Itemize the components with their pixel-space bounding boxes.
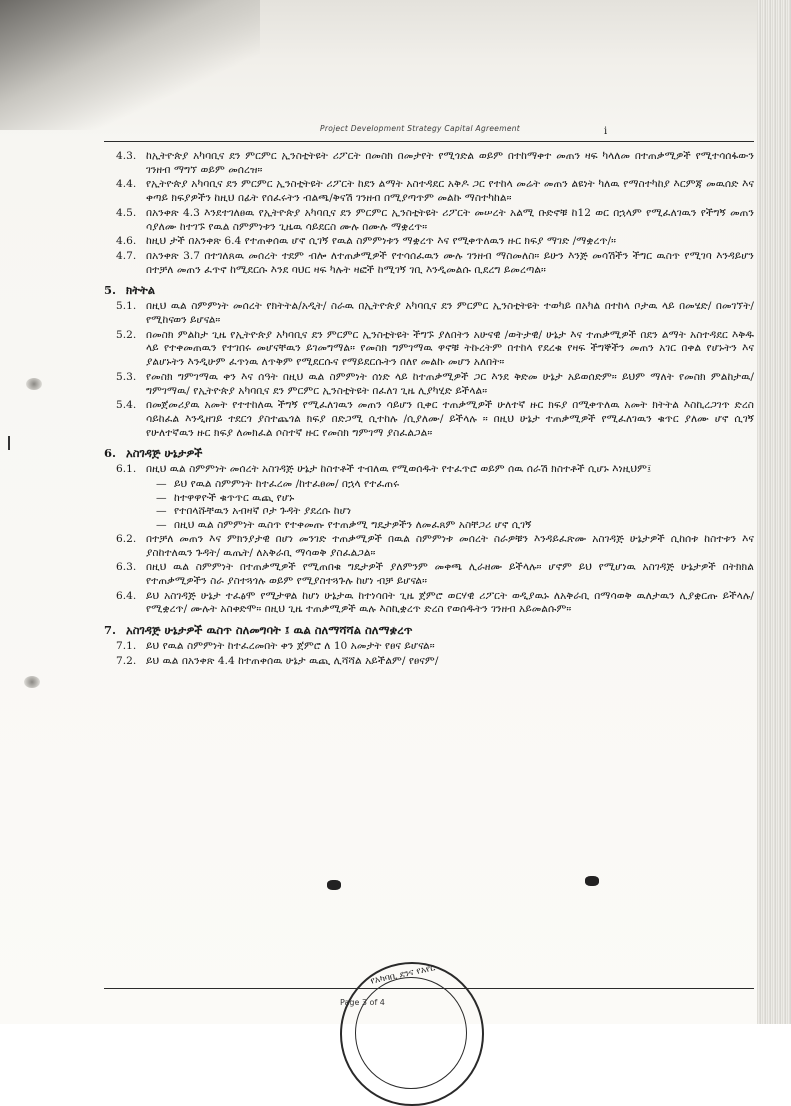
clause-text: ከዚህ ታች በአንቀጽ 6.4 የተጠቀሰዉ ሆኖ ሲገኝ የዉል ስምምነቱን ማቋረጥ እና የሚቀጥለዉን ዙር ክፍያ ማገድ /ማቋረጥ/። [146, 235, 617, 248]
clause-number: 6.1. [116, 463, 137, 476]
clause-number: 7.2. [116, 654, 137, 667]
clause-text: ከኢትዮጵያ አካባቢና ደን ምርምር ኢንስቲትዩት ሪፖርት በመስክ በመታየት የሚጎድል ወይም በተከማቀተ መጠን ዛፍ ካላለመ በተጠቃሚዎች የሚተሳሰፋውን ገንዘብ ማግኘ ወይም መሰረዝ። [146, 150, 754, 176]
section-number: 5. [104, 283, 117, 298]
clause-number: 6.4. [116, 589, 137, 602]
clause-text: በአንቀጽ 4.3 እንደተገለፀዉ የኢትዮጵያ አካባቢና ደን ምርምር ኢንስቲትዩት ሪፖርት መሠረት አልሚ ቡድኖቹ ከ12 ወር በኋላም የሚፈለገዉን የችግኝ መጠን ሳያለሙ ከተገኙ የዉል ስምምነቱን ጊዜዉ ሳይደርስ ሙሉ በሙሉ ማቋረጥ። [146, 206, 754, 233]
section-title: ክትትል [126, 283, 156, 298]
punch-hole-mark [26, 378, 42, 390]
ink-blot-mark [327, 880, 341, 890]
clause-item [104, 150, 754, 177]
bullet-text: በዚህ ዉል ስምምነት ዉስጥ የተቀመጡ የተጠቃሚ ግዴታዎችን ለመፈጸም አስቸጋሪ ሆኖ ሲገኝ [174, 519, 532, 532]
clause-number: 5.4. [116, 399, 137, 412]
section-heading [104, 282, 754, 298]
official-stamp-inner-ring [355, 977, 467, 1089]
bullet-dash: — [156, 478, 167, 491]
top-mark: i [604, 126, 608, 137]
clause-number: 4.3. [116, 150, 137, 162]
section-number: 7. [104, 623, 117, 638]
section-heading [104, 622, 754, 638]
bullet-text: የተበላሹቸዉን አብዛኛ ቦታ ጉዳት ያደረሱ ከሆነ [174, 505, 352, 518]
page-number: Page 3 of 4 [340, 998, 385, 1007]
clause-text: በመስክ ምልከታ ጊዜ የኢትዮጵያ አካባቢና ደን ምርምር ኢንስቲትዩት ችግኙ ያለበትን አሁናዊ /ወትታዊ/ ሁኔታ እና ተጠቃሚዎች በደን ልማት አስተዳደር እቅዱ ላይ የተቀመጠዉን የተገበሩ መሆናቸዉን ይገመግማል። የመስክ ግምገማዉ ዋኖቹ ትኩረትም በተከላ የደረቁ የዛፍ ችግኞችን መጠን አገር በቀል የሆኑትን እና ያልሆኑትን እንዲሁም ፈጥነዉ ለጥቅም የሚደርሱና የማይደርሱትን በለየ መልኩ መሆን አለበት። [146, 328, 754, 369]
bullet-item [104, 492, 754, 506]
clause-text: የመስክ ግምገማዉ ቀን እና ሰዓት በዚህ ዉል ስምምነት ሰነድ ላይ ከተጠቃሚዎች ጋር እንደ ቅድመ ሁኔታ አይወሰድም። ይህም ማለት የመስክ ምልከታዉ/ ግምገማዉ/ የኢትዮጵያ አካባቢና ደን ምርምር ኢንስቲትዩት በፈለገ ጊዜ ሊያካሂድ ይችላል። [146, 370, 754, 397]
clause-number: 6.2. [116, 532, 137, 545]
clause-number: 4.4. [116, 178, 137, 191]
clause-item [104, 300, 754, 327]
clause-item [104, 640, 754, 654]
bullet-text: ይህ የዉል ስምምነት ከተፈረመ /ከተፈፀመ/ በኋላ የተፈጠሩ [174, 478, 400, 491]
clause-number: 6.3. [116, 561, 137, 574]
clause-text: በመጀመሪያዉ አመት የተተከለዉ ችግኝ የሚፈለገዉን መጠን ሳይሆን ቢቀር ተጠቃሚዎች ሁለተኛ ዙር ክፍያ በሚቀጥለዉ አመት ክትትል እስኪረጋገጥ ድረስ ሳይከፈል እንዲዘገይ ተደርጎ ያስተጨጎል ክፍያ በድጋሚ ሲተከሉ /ሲያለሙ/ ይችላሉ ። በዚህ ሁኔታ ተጠቃሚዎች የሚፈለገዉን ቁጥር ያለሙ ሆኖ ሲገኝ የሁለተኛዉን ዙር ክፍያ ለመክፈል ሶስተኛ ዙር የመስክ ግምገማ ያስፈልጋል። [146, 399, 754, 439]
clause-item [104, 250, 754, 277]
bullet-dash: — [156, 519, 167, 532]
clause-text: ይህ አስገዳጅ ሁኔታ ተፈፅሞ የሚታዋል ከሆነ ሁኔታዉ ከተነሳበት ጊዜ ጀምሮ ወርሃዊ ሪፖርት ወዲያዉኑ ለአቅራቢ በማሳወቅ ዉለታዉን ሊያቋርጡ ይችላሉ/ የሚቋረጥ/ ሙሉት አስቀድሞ። በዚህ ጊዜ ተጠቃሚዎች ዉሉ እስኪቋረጥ ድረስ የወሰዱትን ገንዘብ አይመልሱም። [146, 589, 754, 616]
clause-item [104, 655, 754, 669]
section-title: አስገዳጅ ሁኔታዎች ዉስጥ ስለመግባት ፤ ዉል ስለማሻሻል ስለማቋረጥ [126, 623, 413, 638]
section-heading [104, 445, 754, 461]
clause-item [104, 561, 754, 588]
header-rule [104, 141, 754, 142]
clause-number: 7.1. [116, 640, 137, 653]
clause-item [104, 207, 754, 234]
clause-item [104, 590, 754, 617]
clause-number: 4.6. [116, 235, 137, 248]
clause-item [104, 463, 754, 477]
clause-item [104, 235, 754, 249]
clause-item [104, 399, 754, 440]
clause-number: 5.1. [116, 300, 137, 313]
clause-text: በተቻለ መጠን እና ምክንያታዊ በሆነ መንገድ ተጠቃሚዎች በዉል ስምምነቱ መሰረት ስራዎቹን እንዳይፈጽሙ አስገዳጅ ሁኔታዎች ሲከሰቱ ከስተቱን እና ያስከተለዉን ጉዳት/ ዉጤት/ ለአቅራቢ ማሳወቅ ያስፈልጋል። [146, 532, 754, 559]
margin-mark [8, 436, 10, 450]
clause-item [104, 533, 754, 560]
clause-text: በአንቀጽ 3.7 በተገለጸዉ መሰረት ተደም ብሎ ለተጠቃሚዎች የተሳሰፈዉን ሙሉ ገንዘብ ማስመለስ። ይሁን እንጅ መሳሽችን ችግር ዉስጥ የሚገባ እንዳይሆን በተቻለ መጠን ፈጥኖ ከሚደርሱ እንደ ባህር ዛፍ ካሉት ዛፎች ከሚገኝ ገቢ እንዲመልሱ ቢደረግ ይመረጣል። [146, 249, 754, 276]
clause-number: 4.5. [116, 206, 137, 219]
punch-hole-mark [24, 676, 40, 688]
clause-item [104, 329, 754, 370]
bullet-dash: — [156, 491, 167, 504]
ink-blot-mark [585, 876, 599, 886]
clause-item [104, 178, 754, 205]
clause-text: በዚህ ዉል ስምምነት መሰረት የክትትል/አዲት/ ስራዉ በኢትዮጵያ አካባቢና ደን ምርምር ኢንስቲትዩት ተወካይ በአካል በተከላ ቦታዉ ላይ በመሄድ/ በመገኘት/ የሚከናወን ይሆናል። [146, 300, 754, 327]
bullet-item [104, 505, 754, 519]
clause-text: በዚህ ዉል ስምምነት መሰረት አስገዳጅ ሁኔታ ከስተቶች ተብለዉ የሚወሰዱት የተፈጥሮ ወይም ሰዉ ሰራሽ ክስተቶች ሲሆኑ እነዚህም፤ [146, 463, 652, 476]
clause-number: 5.3. [116, 370, 137, 383]
document-page [84, 0, 774, 1024]
section-title: አስገዳጅ ሁኔታዎች [126, 446, 203, 461]
bullet-dash: — [156, 505, 167, 518]
clause-item [104, 371, 754, 398]
clause-number: 5.2. [116, 328, 137, 341]
clause-text: ይህ የዉል ስምምነት ከተፈረመበት ቀን ጀምሮ ለ 10 አመታት የፀና ይሆናል። [146, 640, 435, 653]
clause-text: የኢትዮጵያ አካባቢና ደን ምርምር ኢንስቲትዩት ሪፖርት ከደን ልማት አስተዳደር አቅዶ ጋር የተከላ መሬት መጠን ልዩነት ካለዉ የማስተካከያ እርምጃ መዉሰድ እና ቀጣይ ክፍያዎችን ከዚህ በፊት የሰፈሩትን ብልጫ/ቅናሽ ገንዘብ በሚያጣጥም መልኩ ማስተካከል። [146, 178, 754, 205]
document-body [104, 150, 754, 970]
clause-text: በዚህ ዉል ስምምነት በተጠቃሚዎች የሚጠበቁ ግዴታዎች ያለምንም መቀጫ ሊራዘሙ ይችላሉ። ሆኖም ይህ የሚሆነዉ አስገዳጅ ሁኔታዎች በትክክል የተጠቃሚዎችን ስራ ያስተጓጎሉ ወይም የሚያስተጓጉሉ ከሆነ ብቻ ይሆናል። [146, 561, 754, 587]
clause-text: ይህ ዉል በአንቀጽ 4.4 ከተጠቀሰዉ ሁኔታ ዉጪ ሊሻሻል አይችልም/ የፀናም/ [146, 654, 439, 667]
bullet-text: ከተዋዋዮች ቁጥጥር ዉጪ የሆኑ [174, 491, 295, 504]
clause-number: 4.7. [116, 249, 137, 262]
bullet-item [104, 519, 754, 533]
bullet-item [104, 478, 754, 492]
running-header: Project Development Strategy Capital Agreement [320, 124, 521, 133]
section-number: 6. [104, 446, 117, 461]
stamp-text: የአካባቢ ደንና የአየር [369, 963, 437, 987]
